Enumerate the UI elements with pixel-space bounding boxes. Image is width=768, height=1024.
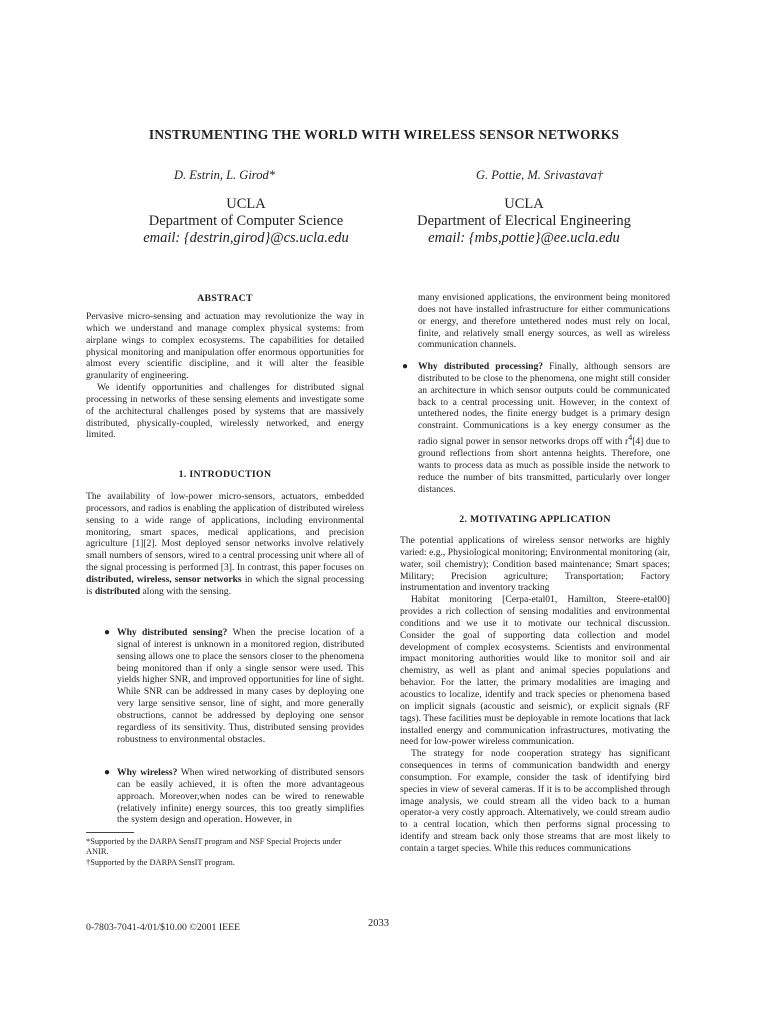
paper-title: INSTRUMENTING THE WORLD WITH WIRELESS SENSOR NETWORKS [148,127,620,142]
bullet3-text-a: Finally, although sensors are distributed to be close to the phenomena, one might still consider an architecture in which sensor outputs could be communicated back to a central processing unit. However, in the context of untethered nodes, the finite energy budget is a primary design constraint. Communications is a key energy consumer as the radio signal power in sensor networks drops off with r [418,361,670,448]
footnote-1: *Supported by the DARPA SensIT program and NSF Special Projects under ANIR. [86,837,342,857]
bullet-dot-icon: ● [104,627,111,638]
left-email: email: {destrin,girod}@cs.ucla.edu [143,230,349,246]
abstract-heading: ABSTRACT [197,293,253,304]
abstract-paragraph-2: We identify opportunities and challenges for distributed signal processing in networks of these sensing elements and investigate some of the architectural challenges posed by systems that are massively distributed, physically-coupled, wirelessly networked, and energy limited. [86,382,364,441]
bullet2-text: When wired networking of distributed sensors can be easily achieved, it is often the more advantageous approach. Moreover,when nodes can be wired to renewable (relatively infinite) energy sources, this too greatly simplifies the system design and operation. However, in [117,767,364,826]
motivating-paragraph-3: The strategy for node cooperation strategy has significant consequences in terms of communication bandwidth and energy consumption. For example, consider the task of identifying bird species in view of several cameras. If it is to be accomplished through image analysis, we could stream all the video back to a human operator-a very costly approach. Alternatively, we could stream audio to a central location, which then performs signal processing to identify and stream back only those streams that are most likely to contain a target species. While this reduces communications [400,748,670,854]
bullet-distributed-sensing [104,627,364,745]
page-number: 2033 [368,918,389,929]
right-email: email: {mbs,pottie}@ee.ucla.edu [428,230,620,246]
introduction-heading: 1. INTRODUCTION [178,469,272,480]
intro-text-a: The availability of low-power micro-sensors, actuators, embedded processors, and radios is enabling the application of distributed wireless sensing to a wide range of applications, including environmental monitoring, smart spaces, medical applications, and precision agriculture [1][2]. Most deployed sensor networks involve relatively small numbers of sensors, wired to a central processing unit where all of the signal processing is performed [3]. In contrast, this paper focuses on [86,491,364,574]
bullet3-heading: Why distributed processing? [418,361,544,372]
footnotes [86,837,364,868]
abstract-body [86,311,364,441]
intro-bold-d: distributed [94,585,141,597]
left-authors: D. Estrin, L. Girod* [174,168,275,182]
bullet-dot-icon: ● [402,361,409,372]
left-affiliation [116,196,376,247]
right-department: Department of Elecrical Engineering [417,213,631,229]
right-authors: G. Pottie, M. Srivastava† [476,168,604,182]
motivating-body [400,535,670,855]
footnote-2: †Supported by the DARPA SensIT program. [86,857,235,867]
bullet3-superscript: 4 [628,433,633,443]
motivating-heading: 2. MOTIVATING APPLICATION [459,514,611,525]
introduction-paragraph [86,491,364,598]
bullet3-text-b: [4] due to ground reflections from short antenna heights. Therefore, one wants to process data as much as possible inside the network to reduce the number of bits transmitted, particularly over longer distances. [418,436,670,495]
footnote-rule [86,832,134,833]
copyright-line: 0-7803-7041-4/01/$10.00 ©2001 IEEE [86,922,241,933]
right-column-continuation: many envisioned applications, the environment being monitored does not have installed infrastructure for either communications or energy, and therefore untethered nodes must rely on local, finite, and relatively small energy sources, as well as wireless communication channels. [418,292,670,351]
bullet1-heading: Why distributed sensing? [117,627,228,638]
motivating-paragraph-1: The potential applications of wireless sensor networks are highly varied: e.g., Physiological monitoring; Environmental monitoring (air, water, soil chemistry); Condition based maintenance; Smart spaces; Military; Precision agriculture; Transportation; Factory instrumentation and inventory tracking [400,535,670,594]
right-institution: UCLA [504,196,544,212]
bullet-wireless [104,767,364,826]
left-institution: UCLA [226,196,266,212]
motivating-paragraph-2: Habitat monitoring [Cerpa-etal01, Hamilton, Steere-etal00] provides a rich collection of sensing modalities and environmental conditions and we use it to motivate our technical discussion. Consider the goal of supporting data collection and model development of complex ecosystems. Scientists and environmental impact monitoring authorities would like to monitor soil and air chemistry, as well as plant and animal species populations and behavior. For the latter, the primary modalities are imaging and acoustics to localize, identify and track species or phenomena based on implicit signals (acoustic and seismic), or explicit signals (RF tags). These facilities must be deployable in remote locations that lack installed energy and communication infrastructures, motivating the need for low-power wireless communication. [400,594,670,748]
abstract-paragraph-1: Pervasive micro-sensing and actuation may revolutionize the way in which we understand and manage complex physical systems: from airplane wings to complex ecosystems. The capabilities for detailed physical monitoring and manipulation offer enormous opportunities for almost every scientific discipline, and it will alter the feasible granularity of engineering. [86,311,364,382]
intro-text-e: along with the sensing. [140,585,232,597]
right-affiliation [392,196,656,247]
left-department: Department of Computer Science [148,213,344,229]
bullet-dot-icon: ● [104,767,111,778]
bullet2-heading: Why wireless? [117,767,178,778]
bullet1-text: When the precise location of a signal of interest is unknown in a monitored region, distributed sensing allows one to place the sensors closer to the phenomena being monitored than if only a single sensor were used. This yields higher SNR, and improved opportunities for line of sight. While SNR can be addressed in many cases by deploying one very large sensitive sensor, line of sight, and more generally obstructions, cannot be addressed by deploying one sensor regardless of its sensitivity. Thus, distributed sensing provides robustness to environmental obstacles. [117,627,364,745]
intro-text-c: in which the signal processing is [86,573,364,597]
bullet-distributed-processing [402,361,670,495]
intro-bold-b: distributed, wireless, sensor networks [86,573,242,585]
